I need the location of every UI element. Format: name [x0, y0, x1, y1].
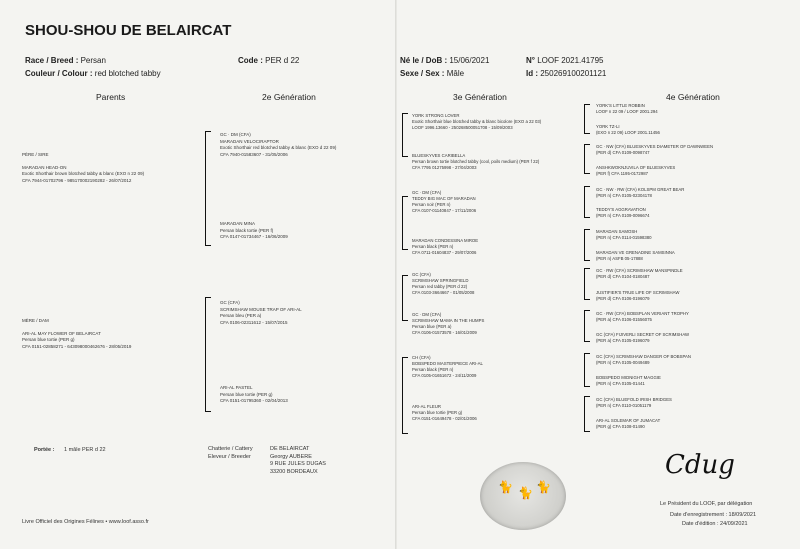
gen3-entry: YORK STRONG LOVER Exotic Shorthair blue blotched tabby & blanc bicolore (EXO a 22 03) LOOF 1996.13660 - 250268500051708 - 15/09/2003: [412, 113, 542, 130]
code-row: [238, 56, 299, 65]
cat-silhouette-icon: 🐈: [536, 480, 551, 494]
sire-block: [22, 152, 144, 184]
dob-row: [400, 56, 489, 65]
sex-label: Sexe / Sex :: [400, 69, 445, 78]
cattery-labels: [208, 446, 253, 461]
gen4-brace: [584, 268, 590, 300]
gen3-entry: GC · DM (CFA) SCRIMSHAW MAMA IN THE HUMPS Persan blue (PER a) CFA 0106-01573578 - 16/01/2009: [412, 312, 485, 335]
gen3-entry: BLUESKYVES CARIBELLA Persan brown tortie blotched tabby (cool, poils medium) (PER f 22) CFA 7795 01275998 - 27/04/2003: [412, 153, 540, 170]
sire-desc: Exotic Shorthair brown blotched tabby & blanc (EXO n 22 09): [22, 171, 145, 176]
dam-ids: CFA 0151-02858271 - 643098000462676 - 28/05/2019: [22, 343, 132, 349]
number-label: N°: [526, 56, 535, 65]
gen4-brace: [584, 186, 590, 218]
loof-footer-text: Livre Officiel des Origines Félines • www.loof.asso.fr: [22, 519, 149, 525]
gen4-brace: [584, 310, 590, 342]
gen2-brace-sire: [205, 131, 211, 246]
litter-row: [34, 447, 106, 455]
gen4-entry: MARADAN VE GRENADINE SAMSINNA (PER n) ASFB 05-17888: [596, 250, 675, 261]
registration-date: Date d'enregistrement : 18/09/2021: [670, 512, 757, 518]
gen4-entry: YORK TZ-LI (EXO n 22 09) LOOF 2001.11456: [596, 124, 660, 135]
sire-label: PÈRE / SIRE: [22, 152, 49, 157]
cat-silhouette-icon: 🐈: [518, 486, 533, 500]
breeder-label: Eleveur / Breeder: [208, 453, 251, 460]
column-gen2: 2e Génération: [262, 92, 316, 102]
cattery-name: DE BELAIRCAT: [270, 446, 310, 452]
gen3-entry: ARI-AL FLEUR Persan blue tortie (PER g) CFA 0151-01649478 - 02/01/2006: [412, 404, 477, 421]
id-label: Id :: [526, 69, 538, 78]
gen4-entry: ANSHKWOKNJUVILA OF BLUESKYVES (PER f) CFA 1195-0172987: [596, 165, 676, 176]
column-parents: Parents: [96, 92, 126, 102]
gen3-entry: GC (CFA) SCRIMSHAW SPRINGFIELD Persan red tabby (PER d 22) CFA 0103-3664667 - 01/05/2008: [412, 272, 475, 295]
litter-label: Portée :: [34, 447, 55, 453]
gen4-entry: GC (CFA) SCRIMSHAW DANGER OF BOBSPAN (PER n) CFA 0105-0049489: [596, 354, 692, 365]
sex-row: [400, 69, 464, 78]
edition-date: Date d'édition : 24/09/2021: [682, 521, 748, 527]
gen4-entry: TEDDY'S AGGRAVATION (PER n) CFA 0109-0096674: [596, 207, 650, 218]
breeder-name: Georgy AUBERE: [270, 453, 312, 460]
gen4-entry: YORK'S LITTLE ROBBIN LOOF n 22 09 / LOOF 2001.294: [596, 103, 658, 114]
dam-block: [22, 318, 131, 350]
gen2-entry: GC (CFA) SCRIMSHAW MOUSE TRAP OF ARI-AL Persan bleu (PER a) CFA 0106-02311612 - 15/07/2015: [220, 300, 302, 325]
id-value: 250269100201121: [540, 69, 607, 78]
gen4-entry: GC (CFA) BLUEFOLD IRISH BRIDGES (PER n) CFA 0110-01051179: [596, 397, 672, 408]
gen3-brace: [402, 357, 408, 434]
code-label: Code :: [238, 56, 263, 65]
gen4-entry: GC · NW · RW (CFA) KOLSPM GREAT BEAR (PER n) CFA 0105-02304178: [596, 187, 685, 198]
litter-value: 1 mâle PER d 22: [64, 447, 106, 453]
gen3-brace: [402, 113, 408, 157]
gen4-entry: GC · RW (CFA) SCRIMSHAW MANSPINDLE (PER d) CFA 0104-0180487: [596, 268, 683, 279]
dam-label: MÈRE / DAM: [22, 318, 49, 323]
president-text: Le Président du LOOF, par délégation: [660, 501, 753, 507]
gen3-entry: GC · DM (CFA) TEDDY BIG MAC OF MARADAN Persan noir (PER n) CFA 0107-01140847 - 17/11/2006: [412, 190, 477, 213]
colour-label: Couleur / Colour :: [25, 69, 93, 78]
code-value: PER d 22: [265, 56, 300, 65]
colour-row: [25, 69, 161, 78]
cat-silhouette-icon: 🐈: [498, 480, 513, 494]
race-row: [25, 56, 106, 65]
gen4-entry: GC · RW (CFA) BOBSPLAN VERIANT TROPHY (PER a) CFA 0106-01556075: [596, 311, 689, 322]
sex-value: Mâle: [446, 69, 465, 78]
address-street: 9 RUE JULES DUGAS: [270, 461, 326, 467]
page-fold: [395, 0, 397, 549]
gen2-entry: GC · DM (CFA) MARADAN VELOCIRAPTOR Exotic Shorthair red blotched tabby & blanc (EXO d 22 09) CFA 7940-01583607 - 31/05/2006: [220, 132, 337, 157]
column-gen4: 4e Génération: [666, 92, 720, 102]
dob-label: Né le / DoB :: [400, 56, 448, 65]
id-row: [526, 69, 606, 78]
gen2-entry: ARI-AL PASTEL Persan blue tortie (PER g) CFA 0151-01795360 - 02/04/2013: [220, 385, 288, 403]
gen4-entry: ARI-AL SOLEMAR OF JUMACAT (PER g) CFA 0108-01490: [596, 418, 661, 429]
sire-name: MARADAN HEAD-ON: [22, 164, 67, 170]
gen4-entry: JUSTIFIER'S TRUE LIFE OF SCRIMSHAW (PER d) CFA 0106-0196079: [596, 290, 680, 301]
gen4-brace: [584, 144, 590, 174]
column-gen3: 3e Génération: [453, 92, 507, 102]
gen4-entry: GC (CFA) FIJIVERLI SECRET OF SCRIMSHAW (PER a) CFA 0105-0196079: [596, 332, 690, 343]
dam-name: ARI-AL MAY FLOWER OF BELAIRCAT: [22, 330, 101, 336]
cat-name-title: SHOU-SHOU DE BELAIRCAT: [25, 22, 232, 39]
president-signature: Cdug: [665, 450, 735, 480]
gen4-entry: GC · NW (CFA) BLUESKYVES DIAMETER OF DAWNWEEN (PER d) CFA 0109-0098747: [596, 144, 714, 155]
dob-value: 15/06/2021: [449, 56, 490, 65]
cattery-info: [270, 446, 326, 476]
number-value: LOOF 2021.41795: [537, 56, 604, 65]
gen4-brace: [584, 229, 590, 261]
gen4-entry: MARADAN SAMOSH (PER n) CFA 0114-01598380: [596, 229, 652, 240]
loof-seal-emblem: [480, 462, 566, 530]
gen3-brace: [402, 275, 408, 321]
number-row: [526, 56, 604, 65]
race-value: Persan: [80, 56, 106, 65]
race-label: Race / Breed :: [25, 56, 79, 65]
gen2-brace-dam: [205, 297, 211, 412]
gen4-brace: [584, 353, 590, 387]
gen4-entry: BOBSPEDO MIDNIGHT MAGGIE (PER n) CFA 0105-01441: [596, 375, 661, 386]
gen3-entry: CH (CFA) BOBSPEDO MASTERPIECE ARI-AL Persan black (PER n) CFA 0105-01651672 - 24/11/2009: [412, 355, 483, 378]
address-city: 33200 BORDEAUX: [270, 468, 318, 475]
cattery-label: Chatterie / Cattery: [208, 446, 253, 452]
gen3-entry: MARADAN CONDESSINA MIROE Persan black (PER n) CFA 0711-01604837 - 29/07/2006: [412, 238, 479, 255]
gen2-entry: MARADAN MINA Persan black tortie (PER f) CFA 0147-01734467 - 16/06/2009: [220, 221, 288, 239]
gen4-brace: [584, 396, 590, 432]
colour-value: red blotched tabby: [94, 69, 161, 78]
gen3-brace: [402, 196, 408, 250]
sire-ids: CFA 7944-01702796 - 985170002190282 - 26/07/2012: [22, 177, 132, 183]
gen4-brace: [584, 104, 590, 134]
dam-desc: Persan blue tortie (PER g): [22, 337, 75, 342]
